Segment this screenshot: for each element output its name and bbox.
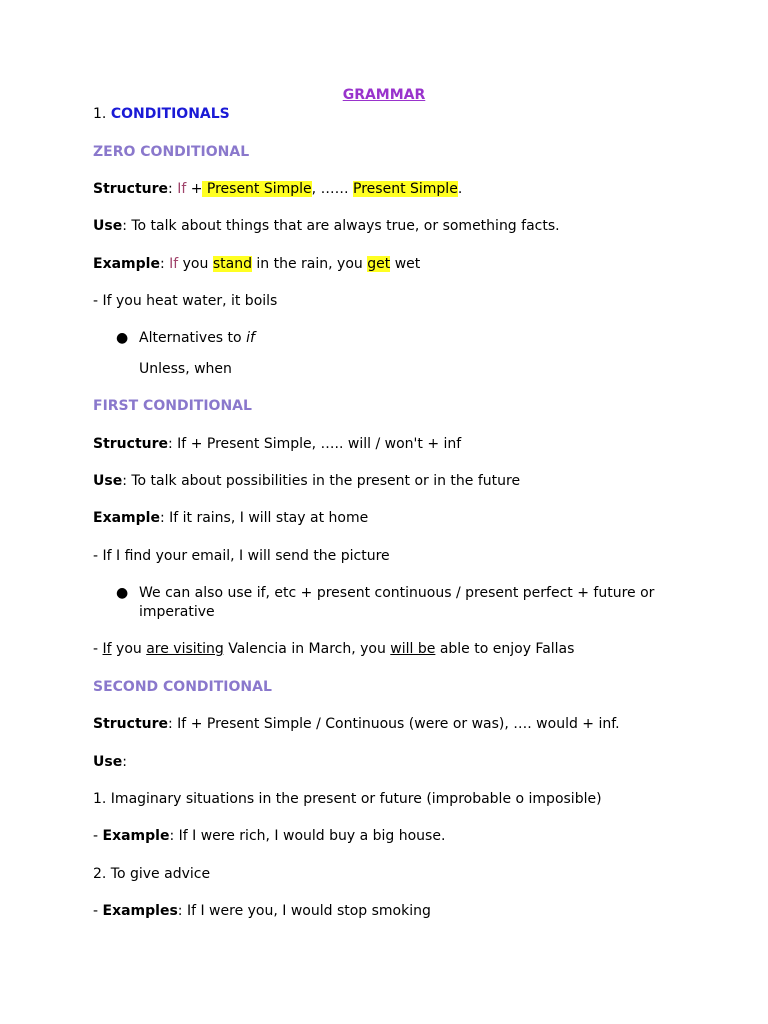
first-conditional-heading: FIRST CONDITIONAL	[93, 398, 252, 414]
second-item-1: 1. Imaginary situations in the present or future (improbable o imposible)	[93, 791, 602, 807]
plus: +	[190, 181, 203, 197]
structure-label: Structure	[93, 181, 169, 197]
use-text: : To talk about possibilities in the present or in the future	[122, 473, 521, 489]
first-extra-example: - If I find your email, I will send the picture	[93, 548, 390, 564]
example-end: wet	[394, 256, 421, 272]
structure-label: Structure	[93, 436, 169, 452]
zero-use	[93, 217, 560, 235]
present-simple-text: Present Simple	[206, 181, 312, 197]
section-title: CONDITIONALS	[110, 106, 230, 122]
highlight-stand: stand	[212, 256, 252, 272]
underlined-are-visiting: are visiting	[146, 641, 224, 657]
zero-extra-example: - If you heat water, it boils	[93, 293, 278, 309]
first-use	[93, 472, 520, 490]
structure-text: : If + Present Simple, ….. will / won't + inf	[168, 436, 462, 452]
bullet-also-use-cont: imperative	[139, 604, 215, 620]
underlined-will-be: will be	[390, 641, 436, 657]
structure-label: Structure	[93, 716, 169, 732]
first-visiting-example	[93, 640, 574, 658]
period: .	[457, 181, 463, 197]
example-text: : If I were you, I would stop smoking	[177, 903, 431, 919]
zero-example	[93, 255, 420, 273]
bullet-dot: ●	[116, 585, 129, 601]
example-end: able to enjoy Fallas	[439, 641, 575, 657]
colon: :	[168, 181, 173, 197]
dash: -	[93, 828, 103, 844]
second-example-1	[93, 827, 445, 845]
use-text: : To talk about things that are always true, or something facts.	[122, 218, 560, 234]
italic-if: if	[246, 330, 255, 346]
example-label: Example	[93, 256, 160, 272]
highlight-present-simple	[202, 181, 311, 197]
if-word: If	[177, 181, 187, 197]
underlined-if: If	[102, 641, 112, 657]
if-word: If	[169, 256, 179, 272]
highlight-present-simple-2: Present Simple	[353, 181, 458, 197]
second-conditional-heading: SECOND CONDITIONAL	[93, 679, 272, 695]
examples-label: Examples	[102, 903, 178, 919]
bullet-subtext: Unless, when	[139, 361, 232, 377]
page-title: GRAMMAR	[342, 87, 426, 103]
example-text: : If I were rich, I would buy a big house.	[169, 828, 446, 844]
bullet-alternatives	[139, 329, 255, 348]
first-example	[93, 509, 368, 527]
dash: -	[93, 641, 103, 657]
section-number: 1.	[93, 106, 107, 122]
colon: :	[122, 754, 127, 770]
second-example-2	[93, 902, 431, 920]
use-label: Use	[93, 754, 123, 770]
ellipsis: , ……	[311, 181, 349, 197]
zero-conditional-heading: ZERO CONDITIONAL	[93, 144, 250, 160]
example-text: Valencia in March, you	[228, 641, 386, 657]
use-label: Use	[93, 218, 123, 234]
bullet-dot: ●	[116, 330, 129, 346]
bullet-also-use: We can also use if, etc + present continuous / present perfect + future or	[139, 585, 655, 601]
example-text: in the rain, you	[256, 256, 363, 272]
zero-structure	[93, 180, 462, 198]
structure-text: : If + Present Simple / Continuous (were or was), …. would + inf.	[168, 716, 620, 732]
colon: :	[159, 256, 165, 272]
example-label: Example	[93, 510, 160, 526]
second-structure	[93, 715, 620, 733]
bullet-text: Alternatives to	[139, 330, 242, 346]
example-text: : If it rains, I will stay at home	[159, 510, 369, 526]
use-label: Use	[93, 473, 123, 489]
example-label: Example	[102, 828, 170, 844]
highlight-get: get	[367, 256, 391, 272]
section-heading	[93, 105, 230, 123]
second-use	[93, 753, 127, 771]
example-word: you	[116, 641, 142, 657]
dash: -	[93, 903, 103, 919]
second-item-2: 2. To give advice	[93, 866, 211, 882]
example-word: you	[182, 256, 209, 272]
first-structure	[93, 435, 461, 453]
